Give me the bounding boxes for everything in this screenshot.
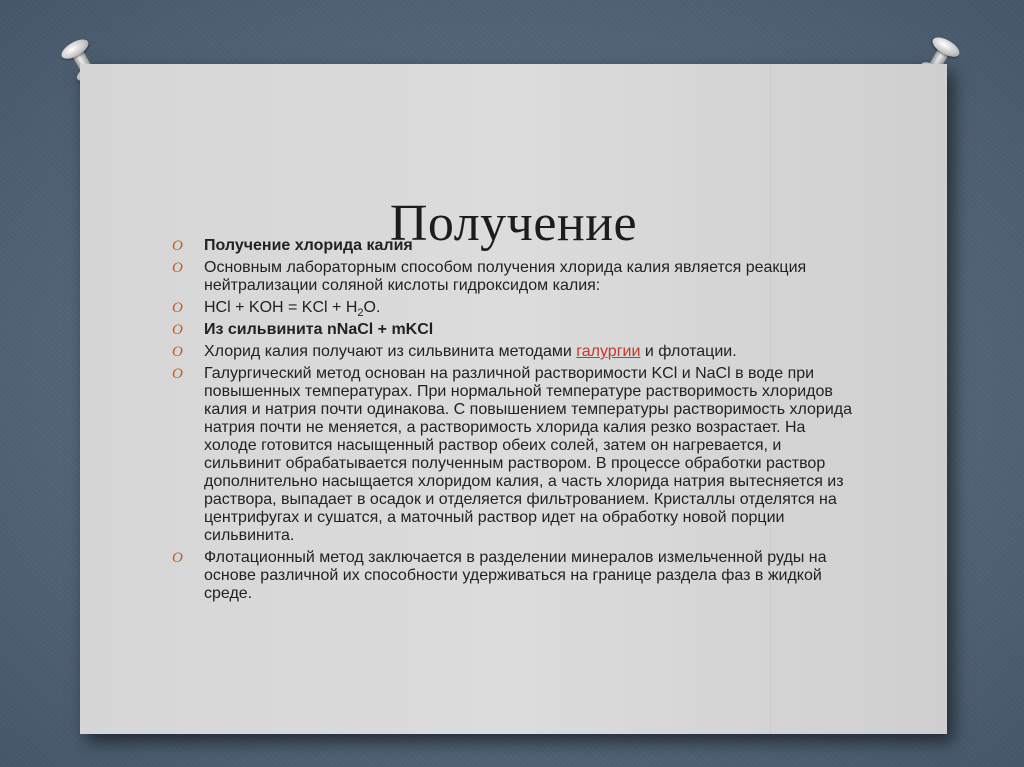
bullet-icon: O <box>172 238 183 254</box>
bullet-icon: O <box>172 260 183 276</box>
bullet-icon: O <box>172 366 183 382</box>
slide-title: Получение <box>389 195 638 252</box>
bullet-text: Флотационный метод заключается в разделении минералов измельченной руды на основе различной их способности удерживаться на границе раздела фаз в жидкой среде. <box>204 549 827 602</box>
galurgy-link[interactable]: галургии <box>576 343 641 360</box>
bullet-item <box>172 299 852 320</box>
bullet-item <box>172 365 852 545</box>
bullet-text: Из сильвинита nNaCl + mKCl <box>204 321 434 338</box>
bullet-item <box>172 237 852 255</box>
bullet-icon: O <box>172 550 183 566</box>
bullet-text: Хлорид калия получают из сильвинита методами галургии и флотации. <box>204 343 737 360</box>
bullet-icon: O <box>172 322 183 338</box>
bullet-item <box>172 549 852 603</box>
bullet-list <box>172 237 852 607</box>
bullet-text: Галургический метод основан на различной растворимости KCl и NaCl в воде при повышенных температурах. При нормальной температуре растворимость хлоридов калия и натрия почти одинакова. С повышением температуры растворимость хлорида натрия почти не меняется, а растворимость хлорида калия резко возрастает. На холоде готовится насыщенный раствор обеих солей, затем он нагревается, и сильвинит обрабатывается полученным раствором. В процессе обработки раствор дополнительно насыщается хлоридом калия, а часть хлорида натрия вытесняется из раствора, выпадает в осадок и отделяется фильтрованием. Кристаллы отделятся на центрифугах и сушатся, а маточный раствор идет на обработку новой порции сильвинита. <box>204 365 852 544</box>
bullet-item <box>172 343 852 361</box>
bullet-item <box>172 259 852 295</box>
bullet-icon: O <box>172 344 183 360</box>
formula-text: HCl + KOH = KCl + $H_2O$. <box>204 299 381 320</box>
bullet-text: Получение хлорида калия <box>204 237 413 254</box>
bullet-text: Основным лабораторным способом получения хлорида калия является реакция нейтрализации соляной кислоты гидроксидом калия: <box>204 259 807 294</box>
bullet-icon: O <box>172 300 183 316</box>
bullet-item <box>172 321 852 339</box>
